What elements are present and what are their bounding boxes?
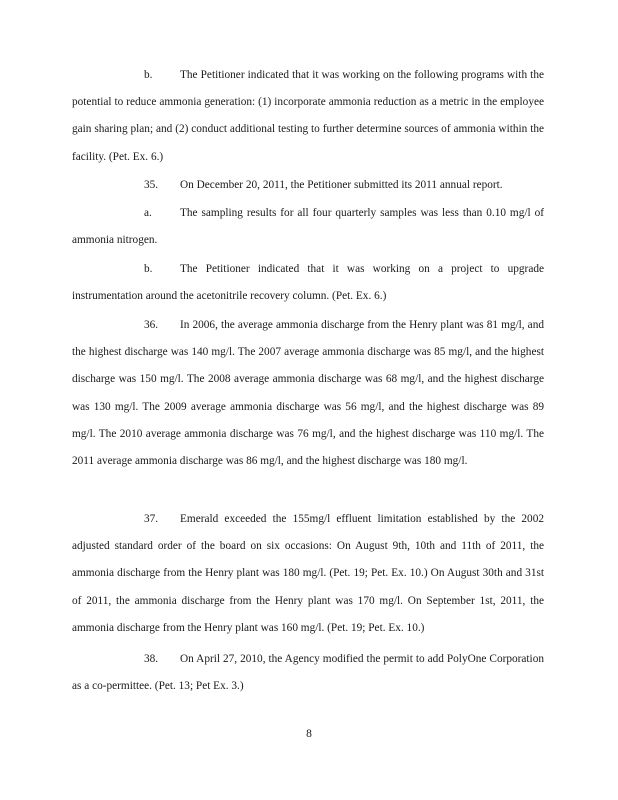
- paragraph-label: b.: [144, 263, 153, 275]
- paragraph-35: [72, 172, 544, 199]
- paragraph-38: [72, 646, 544, 700]
- paragraph-text: In 2006, the average ammonia discharge from the Henry plant was 81 mg/l, and the highest discharge was 140 mg/l. The 2007 average ammonia discharge was 85 mg/l, and the highest discharge was 150 mg/l. The 2008 average ammonia discharge was 68 mg/l, and the highest discharge was 130 mg/l. The 2009 average ammonia discharge was 56 mg/l, and the highest discharge was 89 mg/l. The 2010 average ammonia discharge was 76 mg/l, and the highest discharge was 110 mg/l. The 2011 average ammonia discharge was 86 mg/l, and the highest discharge was 180 mg/l.: [72, 319, 544, 468]
- paragraph-text: On April 27, 2010, the Agency modified the permit to add PolyOne Corporation as a co-permittee. (Pet. 13; Pet Ex. 3.): [72, 653, 544, 693]
- paragraph-35b: [72, 256, 544, 310]
- paragraph-label: 35.: [144, 179, 159, 191]
- paragraph-text: Emerald exceeded the 155mg/l effluent limitation established by the 2002 adjusted standard order of the board on six occasions: On August 9th, 10th and 11th of 2011, the ammonia discharge from the Henry plant was 180 mg/l. (Pet. 19; Pet. Ex. 10.) On August 30th and 31st of 2011, the ammonia discharge from the Henry plant was 170 mg/l. On September 1st, 2011, the ammonia discharge from the Henry plant was 160 mg/l. (Pet. 19; Pet. Ex. 10.): [72, 513, 544, 634]
- paragraph-text: The Petitioner indicated that it was working on a project to upgrade instrumentation around the acetonitrile recovery column. (Pet. Ex. 6.): [72, 263, 544, 303]
- paragraph-label: 37.: [144, 513, 159, 525]
- paragraph-34b: [72, 62, 544, 171]
- page-number: 8: [306, 728, 312, 740]
- paragraph-text: The Petitioner indicated that it was working on the following programs with the potential to reduce ammonia generation: (1) incorporate ammonia reduction as a metric in the employee gain sharing plan; and (2) conduct additional testing to further determine sources of ammonia within the facility. (Pet. Ex. 6.): [72, 69, 544, 163]
- paragraph-label: 38.: [144, 653, 159, 665]
- paragraph-37: [72, 506, 544, 642]
- paragraph-label: a.: [144, 207, 152, 219]
- paragraph-text: On December 20, 2011, the Petitioner submitted its 2011 annual report.: [180, 179, 503, 191]
- paragraph-label: 36.: [144, 319, 159, 331]
- paragraph-35a: [72, 200, 544, 254]
- paragraph-label: b.: [144, 69, 153, 81]
- paragraph-text: The sampling results for all four quarterly samples was less than 0.10 mg/l of ammonia nitrogen.: [72, 207, 544, 247]
- paragraph-36: [72, 312, 544, 475]
